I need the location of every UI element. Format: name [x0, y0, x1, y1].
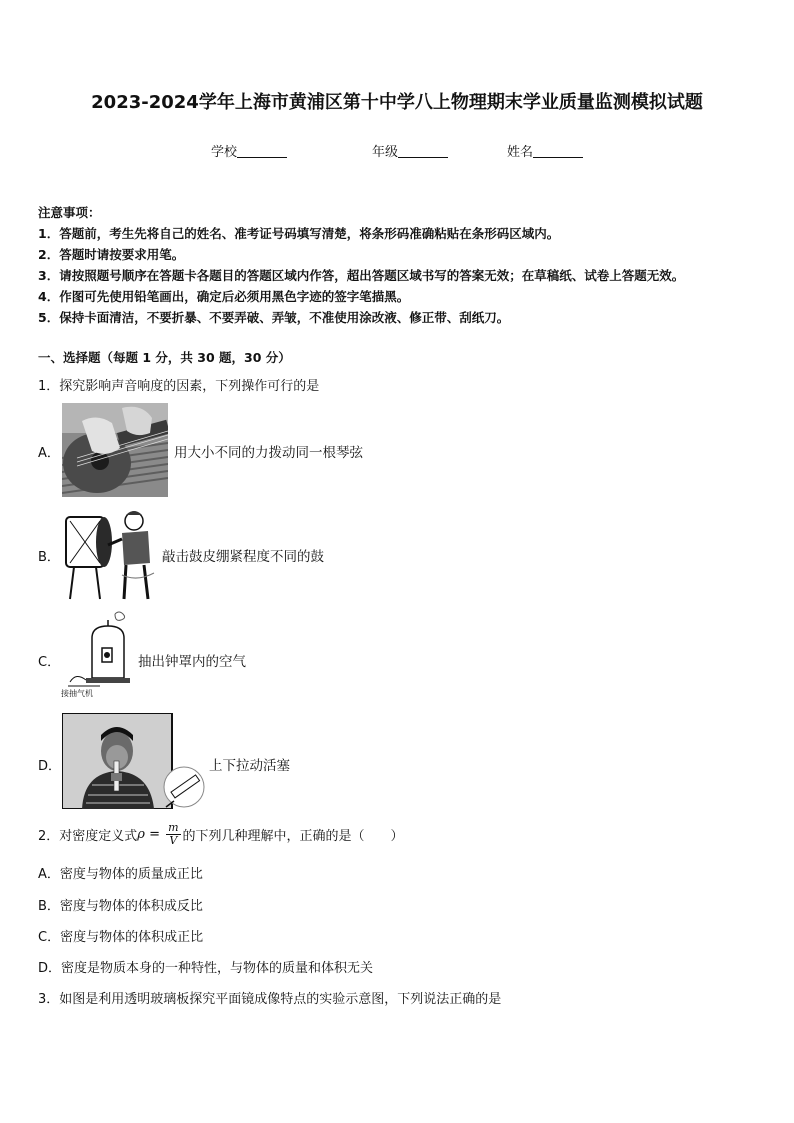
- name-blank[interactable]: [533, 145, 583, 158]
- q1-option-c-text: 抽出钟罩内的空气: [138, 654, 246, 670]
- q2-stem-before: 2．对密度定义式: [38, 829, 138, 844]
- piston-whistle-photo: [62, 713, 208, 809]
- rho-symbol: ρ: [137, 827, 145, 842]
- q1-option-b-text: 敲击鼓皮绷紧程度不同的鼓: [162, 549, 324, 565]
- grade-label: 年级: [372, 145, 399, 160]
- q3-stem: 3．如图是利用透明玻璃板探究平面镜成像特点的实验示意图，下列说法正确的是: [38, 992, 502, 1007]
- q1-option-b-letter: B．: [38, 550, 60, 565]
- note-item: 1．答题前，考生先将自己的姓名、准考证号码填写清楚，将条形码准确粘贴在条形码区域内。: [38, 226, 560, 241]
- q2-option-a: A．密度与物体的质量成正比: [38, 867, 203, 882]
- school-blank[interactable]: [237, 145, 287, 158]
- grade-field: [372, 141, 448, 160]
- grade-blank[interactable]: [398, 145, 448, 158]
- name-label: 姓名: [507, 145, 534, 160]
- section-heading: 一、选择题（每题 1 分，共 30 题，30 分）: [38, 350, 291, 365]
- q2-stem: [38, 822, 404, 847]
- q2-option-c: C．密度与物体的体积成正比: [38, 930, 204, 945]
- note-item: 3．请按照题号顺序在答题卡各题目的答题区域内作答，超出答题区域书写的答案无效；在草稿纸、试卷上答题无效。: [38, 268, 685, 283]
- drum-illustration: [62, 507, 158, 601]
- q1-stem: 1．探究影响声音响度的因素，下列操作可行的是: [38, 379, 320, 394]
- school-field: [211, 141, 287, 160]
- q1-option-d-text: 上下拉动活塞: [209, 758, 290, 774]
- q1-option-a-text: 用大小不同的力拨动同一根琴弦: [174, 445, 363, 461]
- denominator: V: [169, 834, 178, 847]
- bell-jar-illustration: [60, 610, 134, 700]
- q1-option-a-letter: A．: [38, 446, 60, 461]
- q1-option-c-letter: C．: [38, 655, 61, 670]
- notes-heading: 注意事项：: [38, 205, 101, 220]
- guitar-photo: [62, 403, 168, 497]
- school-label: 学校: [211, 145, 238, 160]
- q2-option-b: B．密度与物体的体积成反比: [38, 899, 203, 914]
- page-title: 2023-2024学年上海市黄浦区第十中学八上物理期末学业质量监测模拟试题: [91, 92, 703, 113]
- name-field: [507, 141, 583, 160]
- equals-sign: =: [144, 827, 165, 842]
- q1-option-d-letter: D．: [38, 759, 62, 774]
- q2-stem-after: 的下列几种理解中，正确的是（ ）: [182, 829, 404, 844]
- numerator: m: [168, 821, 179, 834]
- note-item: 2．答题时请按要求用笔。: [38, 247, 185, 262]
- density-fraction: [166, 822, 180, 847]
- note-item: 4．作图可先使用铅笔画出，确定后必须用黑色字迹的签字笔描黑。: [38, 289, 410, 304]
- note-item: 5．保持卡面清洁，不要折暴、不要弄破、弄皱，不准使用涂改液、修正带、刮纸刀。: [38, 310, 510, 325]
- bell-jar-caption: 接抽气机: [61, 689, 93, 698]
- q2-option-d: D．密度是物质本身的一种特性，与物体的质量和体积无关: [38, 961, 374, 976]
